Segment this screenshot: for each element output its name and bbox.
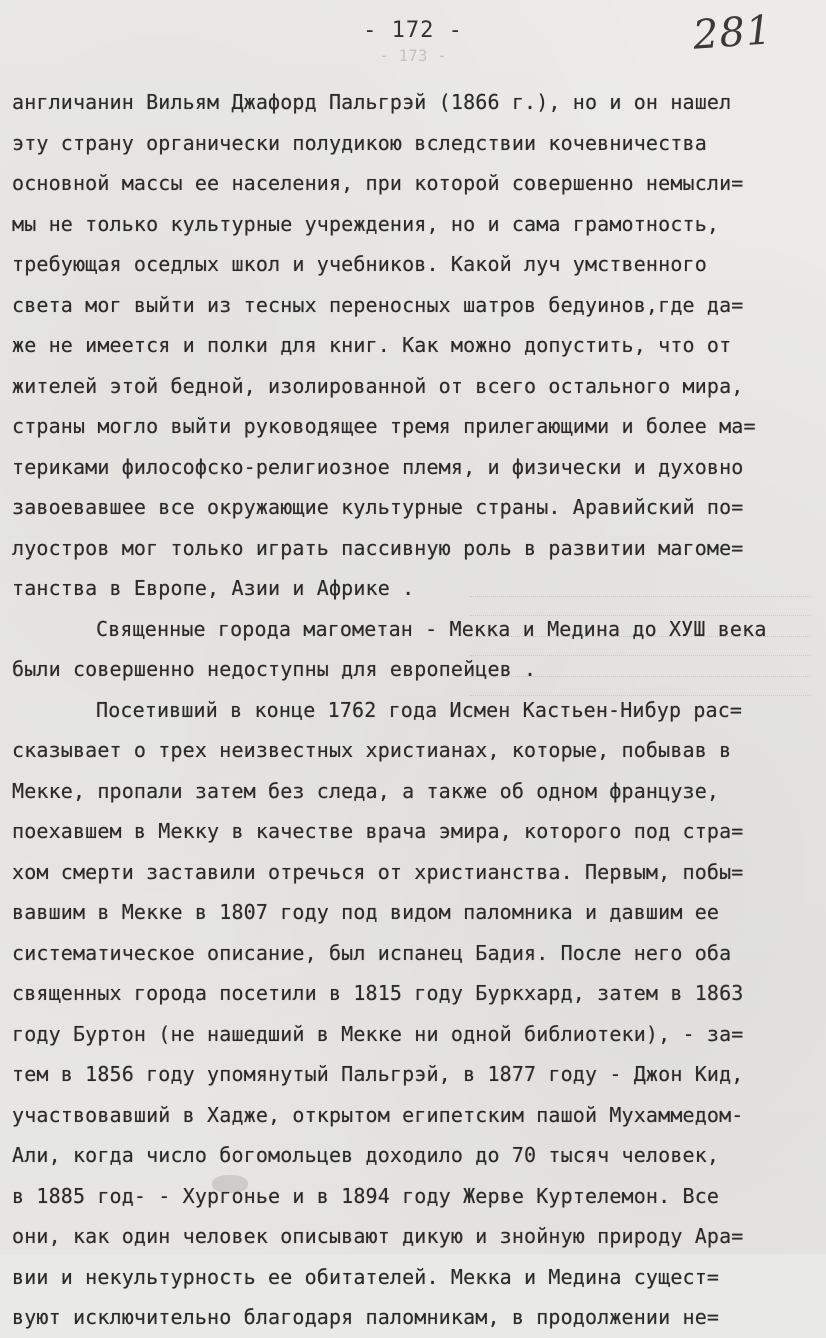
text-line: вавшим в Мекке в 1807 году под видом паломника и давшим ее [12, 900, 720, 924]
text-line: сказывает о трех неизвестных христианах, которые, побывав в [12, 738, 732, 762]
text-line: териками философско-религиозное племя, и физически и духовно [12, 454, 744, 479]
text-line: году Буртон (не нашедший в Мекке ни одной библиотеки), - за= [12, 1021, 744, 1046]
text-line: были совершенно недоступны для европейцев . [12, 657, 537, 681]
text-line: вуют исключительно благодаря паломникам, в продолжении не= [12, 1305, 720, 1329]
text-line: Али, когда число богомольцев доходило до 70 тысяч человек, [12, 1143, 720, 1167]
text-line: Мекке, пропали затем без следа, а также об одном французе, [12, 778, 720, 803]
text-line: вии и некультурность ее обитателей. Мекка и Медина сущест= [12, 1264, 720, 1289]
text-line: же не имеется и полки для книг. Как можно допустить, что от [12, 333, 732, 357]
text-line: завоевавшее все окружающие культурные страны. Аравийский по= [12, 495, 744, 519]
text-line: основной массы ее населения, при которой совершенно немысли= [12, 171, 744, 195]
text-line: тем в 1856 году упомянутый Пальгрэй, в 1877 году - Джон Кид, [12, 1062, 744, 1086]
text-line: мы не только культурные учреждения, но и сама грамотность, [12, 211, 720, 236]
text-line: луостров мог только играть пассивную роль в развитии магоме= [12, 535, 744, 560]
paragraph-first-line: Посетивший в конце 1762 года Исмен Кастьен-Нибур рас= [96, 697, 743, 722]
text-line: в 1885 год- - Хургонье и в 1894 году Жерве Куртелемон. Все [12, 1183, 720, 1208]
text-line: участвовавший в Хадже, открытом египетским пашой Мухаммедом- [12, 1102, 744, 1127]
text-line: хом смерти заставили отречься от христианства. Первым, побы= [12, 859, 744, 884]
text-line: страны могло выйти руководящее тремя прилегающими и более ма= [12, 414, 756, 438]
text-line: англичанин Вильям Джафорд Пальгрэй (1866 г.), но и он нашел [12, 90, 732, 114]
text-line: света мог выйти из тесных переносных шатров бедуинов,где да= [12, 292, 744, 317]
body-text [12, 82, 820, 1338]
text-line: танства в Европе, Азии и Африке . [12, 576, 415, 600]
text-line: они, как один человек описывают дикую и знойную природу Ара= [12, 1224, 744, 1248]
text-line: поехавшем в Мекку в качестве врача эмира, которого под стра= [12, 819, 744, 843]
text-line: священных города посетили в 1815 году Буркхард, затем в 1863 [12, 981, 744, 1005]
text-line: требующая оседлых школ и учебников. Какой луч умственного [12, 252, 707, 276]
page-number: - 172 - [363, 18, 463, 43]
paragraph-first-line: Священные города магометан - Мекка и Медина до ХУШ века [96, 616, 767, 641]
text-line: систематическое описание, был испанец Бадия. После него оба [12, 940, 732, 965]
bleed-through-page-number: - 173 - [379, 46, 447, 65]
handwritten-folio-number: 281 [691, 7, 774, 59]
text-line: жителей этой бедной, изолированной от всего остального мира, [12, 373, 744, 398]
text-line: эту страну органически полудикою вследствии кочевничества [12, 130, 707, 155]
